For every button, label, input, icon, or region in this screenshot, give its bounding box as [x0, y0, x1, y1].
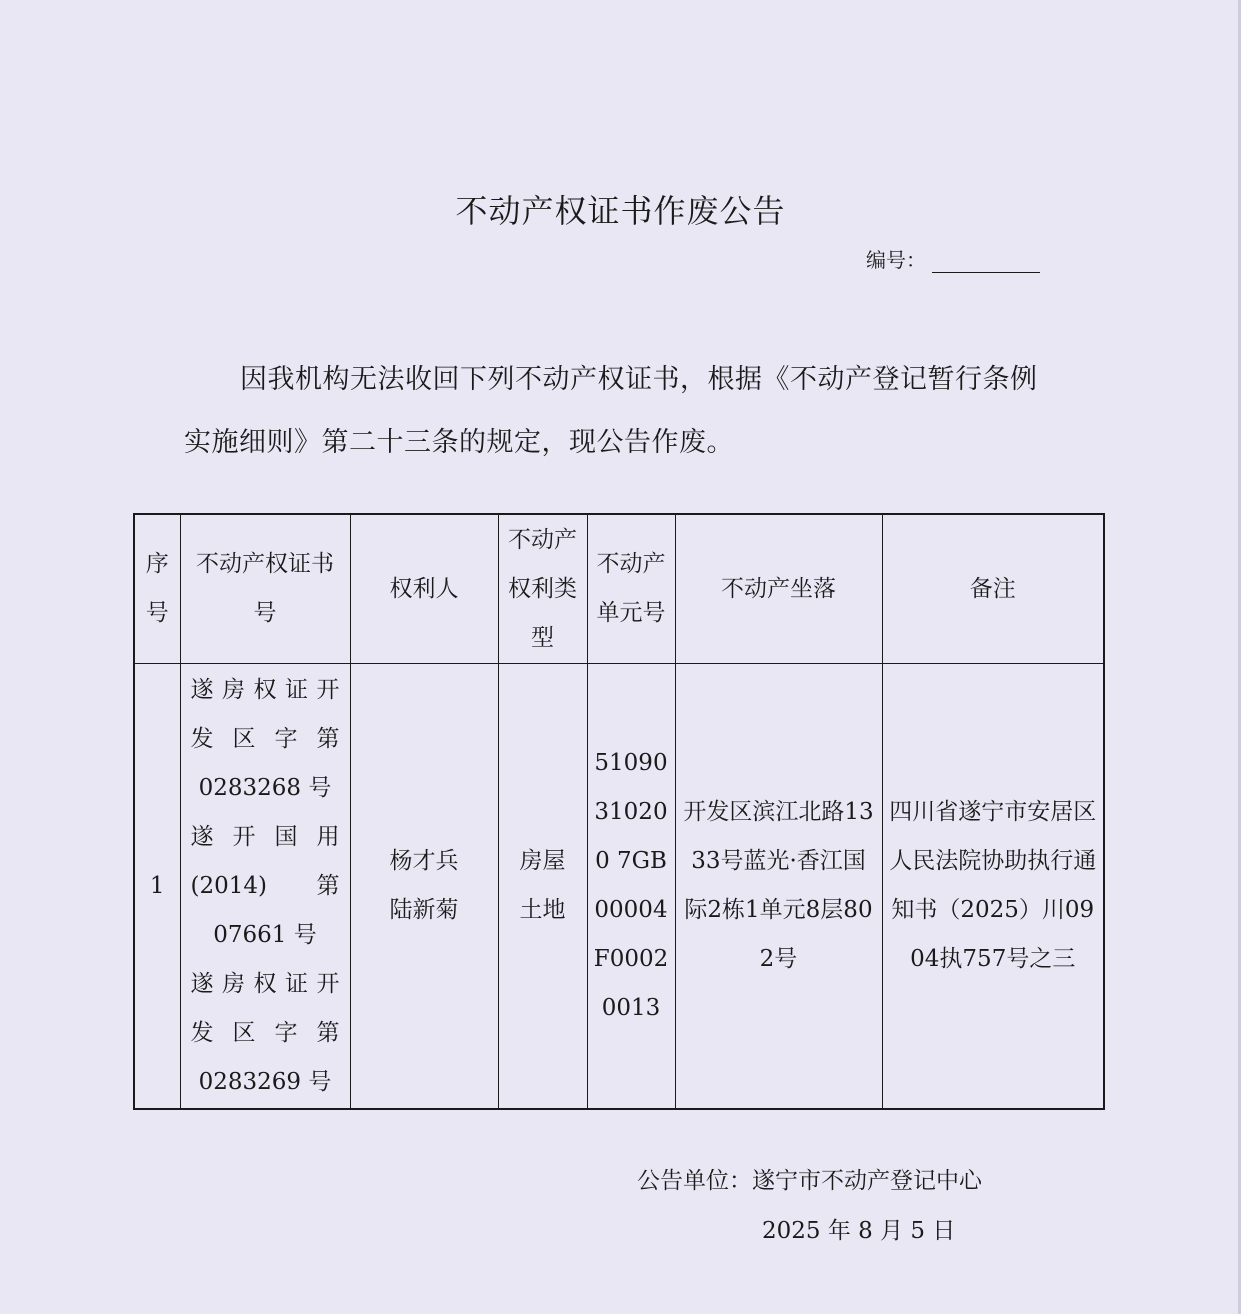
number-blank: [932, 248, 1040, 273]
cert-line: 0283268 号: [198, 774, 332, 801]
number-label: 编号：: [866, 248, 926, 272]
table-header-row: [134, 514, 1104, 664]
footer-date: 2025 年 8 月 5 日: [762, 1218, 956, 1244]
holder-name: 陆新菊: [389, 897, 459, 923]
cert-line: 0283269 号: [198, 1068, 332, 1095]
header-right-type: 不动产权利类型: [498, 514, 587, 664]
footer-unit: 公告单位：遂宁市不动产登记中心: [637, 1168, 982, 1194]
document-title: 不动产权证书作废公告: [455, 192, 786, 230]
table-row: [134, 664, 1104, 1110]
cell-seq: 1: [134, 664, 180, 1110]
cell-remark: 四川省遂宁市安居区人民法院协助执行通知书（2025）川0904执757号之三: [882, 664, 1104, 1110]
cell-holder: [350, 664, 498, 1110]
header-remark: 备注: [882, 514, 1104, 664]
right-type-item: 房屋: [519, 848, 566, 874]
cert-line: 发区字第: [190, 725, 340, 752]
header-location: 不动产坐落: [675, 514, 882, 664]
header-holder: 权利人: [350, 514, 498, 664]
cert-line: 遂房权证开: [190, 676, 340, 703]
cert-line: 发区字第: [190, 1019, 340, 1046]
header-seq: 序号: [134, 514, 180, 664]
header-unit-no: 不动产单元号: [587, 514, 675, 664]
cell-cert-no: [180, 664, 350, 1110]
cert-line: 07661 号: [213, 921, 317, 948]
holder-name: 杨才兵: [389, 848, 459, 874]
header-cert-no: 不动产权证书号: [180, 514, 350, 664]
cell-location: 开发区滨江北路1333号蓝光·香江国际2栋1单元8层802号: [675, 664, 882, 1110]
notice-table: [133, 513, 1105, 1110]
right-type-item: 土地: [519, 897, 566, 923]
cert-line: 遂开国用: [190, 823, 340, 850]
cell-unit-no: 51090310200 7GB00004F00020013: [587, 664, 675, 1110]
cell-right-type: [498, 664, 587, 1110]
cert-line: 遂房权证开: [190, 970, 340, 997]
cert-line: (2014) 第: [190, 872, 340, 899]
number-line: [866, 244, 1040, 273]
notice-paragraph: 因我机构无法收回下列不动产权证书，根据《不动产登记暂行条例实施细则》第二十三条的规定，现公告作废。: [184, 364, 1038, 458]
